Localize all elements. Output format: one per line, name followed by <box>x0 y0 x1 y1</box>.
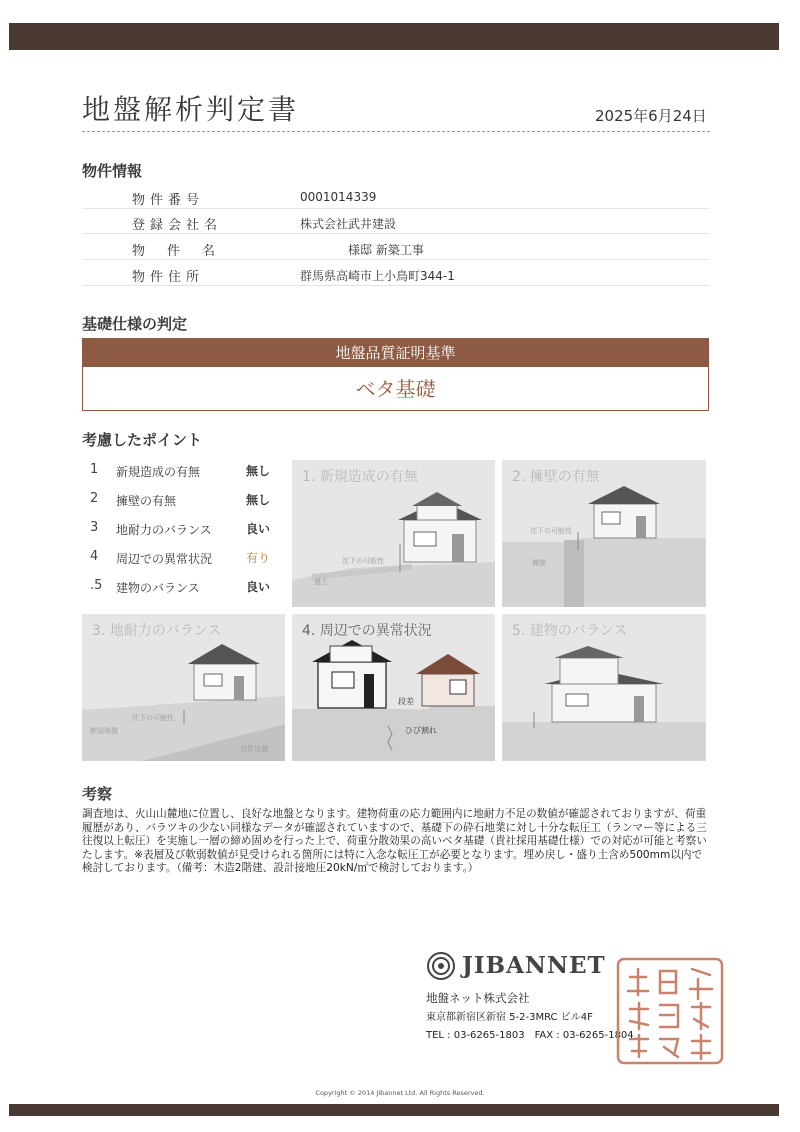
panel-label: 沈下の可能性 <box>132 714 174 722</box>
property-label: 物件住所 <box>132 270 205 285</box>
consideration-heading: 考察 <box>82 785 113 803</box>
property-row-address <box>82 263 710 286</box>
property-value: 0001014339 <box>300 190 377 204</box>
company-address: 東京都新宿区新宿 5-2-3MRC ビル4F <box>426 1012 593 1023</box>
point-number: 1 <box>90 462 99 477</box>
document-date: 2025年6月24日 <box>595 107 707 125</box>
bottom-bar <box>9 1104 779 1116</box>
property-label: 登録会社名 <box>132 218 223 233</box>
point-item <box>86 489 281 511</box>
point-value: 有り <box>246 551 271 565</box>
point-value: 無し <box>246 493 271 507</box>
panel-label: 盛土 <box>314 578 328 586</box>
company-phone: TEL : 03-6265-1803 FAX : 03-6265-1804 <box>426 1030 634 1041</box>
property-label: 物件番号 <box>132 193 205 208</box>
panel-bearing-balance <box>82 614 285 761</box>
point-label: 建物のバランス <box>116 581 200 595</box>
point-label: 周辺での異常状況 <box>116 552 213 566</box>
property-value: 株式会社武井建設 <box>300 217 397 231</box>
panel-label: 沈下の可能性 <box>530 527 572 535</box>
point-item <box>86 547 281 569</box>
point-label: 地耐力のバランス <box>116 523 212 537</box>
point-number: 4 <box>90 549 99 564</box>
company-seal-icon <box>614 955 726 1067</box>
property-label: 物件名 <box>132 244 238 259</box>
jibannet-logo-icon <box>426 951 456 981</box>
point-number: 3 <box>90 520 99 535</box>
company-name: 地盤ネット株式会社 <box>426 991 530 1005</box>
document-title: 地盤解析判定書 <box>82 93 300 126</box>
point-label: 新規造成の有無 <box>116 465 201 479</box>
judgment-standard: 地盤品質証明基準 <box>83 339 708 367</box>
judgment-result: ベタ基礎 <box>355 377 436 401</box>
point-number: 2 <box>90 491 99 506</box>
panel-new-development <box>292 460 495 607</box>
point-item <box>86 518 281 540</box>
property-row-name <box>82 237 710 260</box>
point-label: 擁壁の有無 <box>116 494 177 508</box>
points-heading: 考慮したポイント <box>82 431 203 449</box>
judgment-box <box>82 338 709 411</box>
panel-retaining-wall <box>502 460 706 607</box>
copyright: Copyright © 2014 Jibannet Ltd. All Rights Reserved. <box>315 1089 485 1097</box>
title-divider <box>82 131 710 132</box>
panel-label: 良質地盤 <box>240 745 268 753</box>
panel-surrounding-abnormality <box>292 614 495 761</box>
panel-title: 5. 建物のバランス <box>512 623 628 639</box>
point-item <box>86 576 281 598</box>
panel-label: 軟弱地盤 <box>90 727 118 735</box>
point-item <box>86 460 281 482</box>
property-value: 群馬県高崎市上小鳥町344-1 <box>300 269 455 283</box>
panel-title: 2. 擁壁の有無 <box>512 469 600 485</box>
panel-title: 1. 新規造成の有無 <box>302 469 418 485</box>
judgment-heading: 基礎仕様の判定 <box>82 315 188 333</box>
point-value: 良い <box>246 580 271 594</box>
point-value: 良い <box>246 522 271 536</box>
point-number: .5 <box>90 578 103 593</box>
panel-label: 段差 <box>398 697 414 706</box>
panel-title: 3. 地耐力のバランス <box>92 623 222 639</box>
property-heading: 物件情報 <box>82 162 143 180</box>
property-value: 様邸 新築工事 <box>300 243 424 257</box>
top-bar <box>9 23 779 50</box>
panel-label: 沈下の可能性 <box>342 557 384 565</box>
point-value: 無し <box>246 464 271 478</box>
company-logo-text: JIBANNET <box>462 952 606 979</box>
panel-label: 擁壁 <box>532 559 546 567</box>
panel-building-balance <box>502 614 706 761</box>
property-row-number <box>82 186 710 209</box>
property-row-company <box>82 211 710 234</box>
consideration-text: 調査地は、火山山麓地に位置し、良好な地盤となります。建物荷重の応力範囲内に地耐力不足の数値が確認されておりますが、荷重履歴があり、バラツキの少ない同様なデータが確認されていますので、基礎下の砕石地業に対し十分な転圧工（ランマー等による三往復以上転圧）を実施し一層の締め固めを行った上で、荷重分散効果の高いベタ基礎（貴社採用基礎仕様）での対応が可能と考察いたします。※表層及び軟弱数値が見受けられる箇所には特に入念な転圧工が必要となります。埋め戻し・盛り土含め500mm以内で検討しております。（備考：木造2階建、設計接地圧20kN/㎡で検討しております。） <box>82 808 707 875</box>
panel-label: ひび割れ <box>405 726 437 735</box>
panel-title: 4. 周辺での異常状況 <box>302 623 432 639</box>
